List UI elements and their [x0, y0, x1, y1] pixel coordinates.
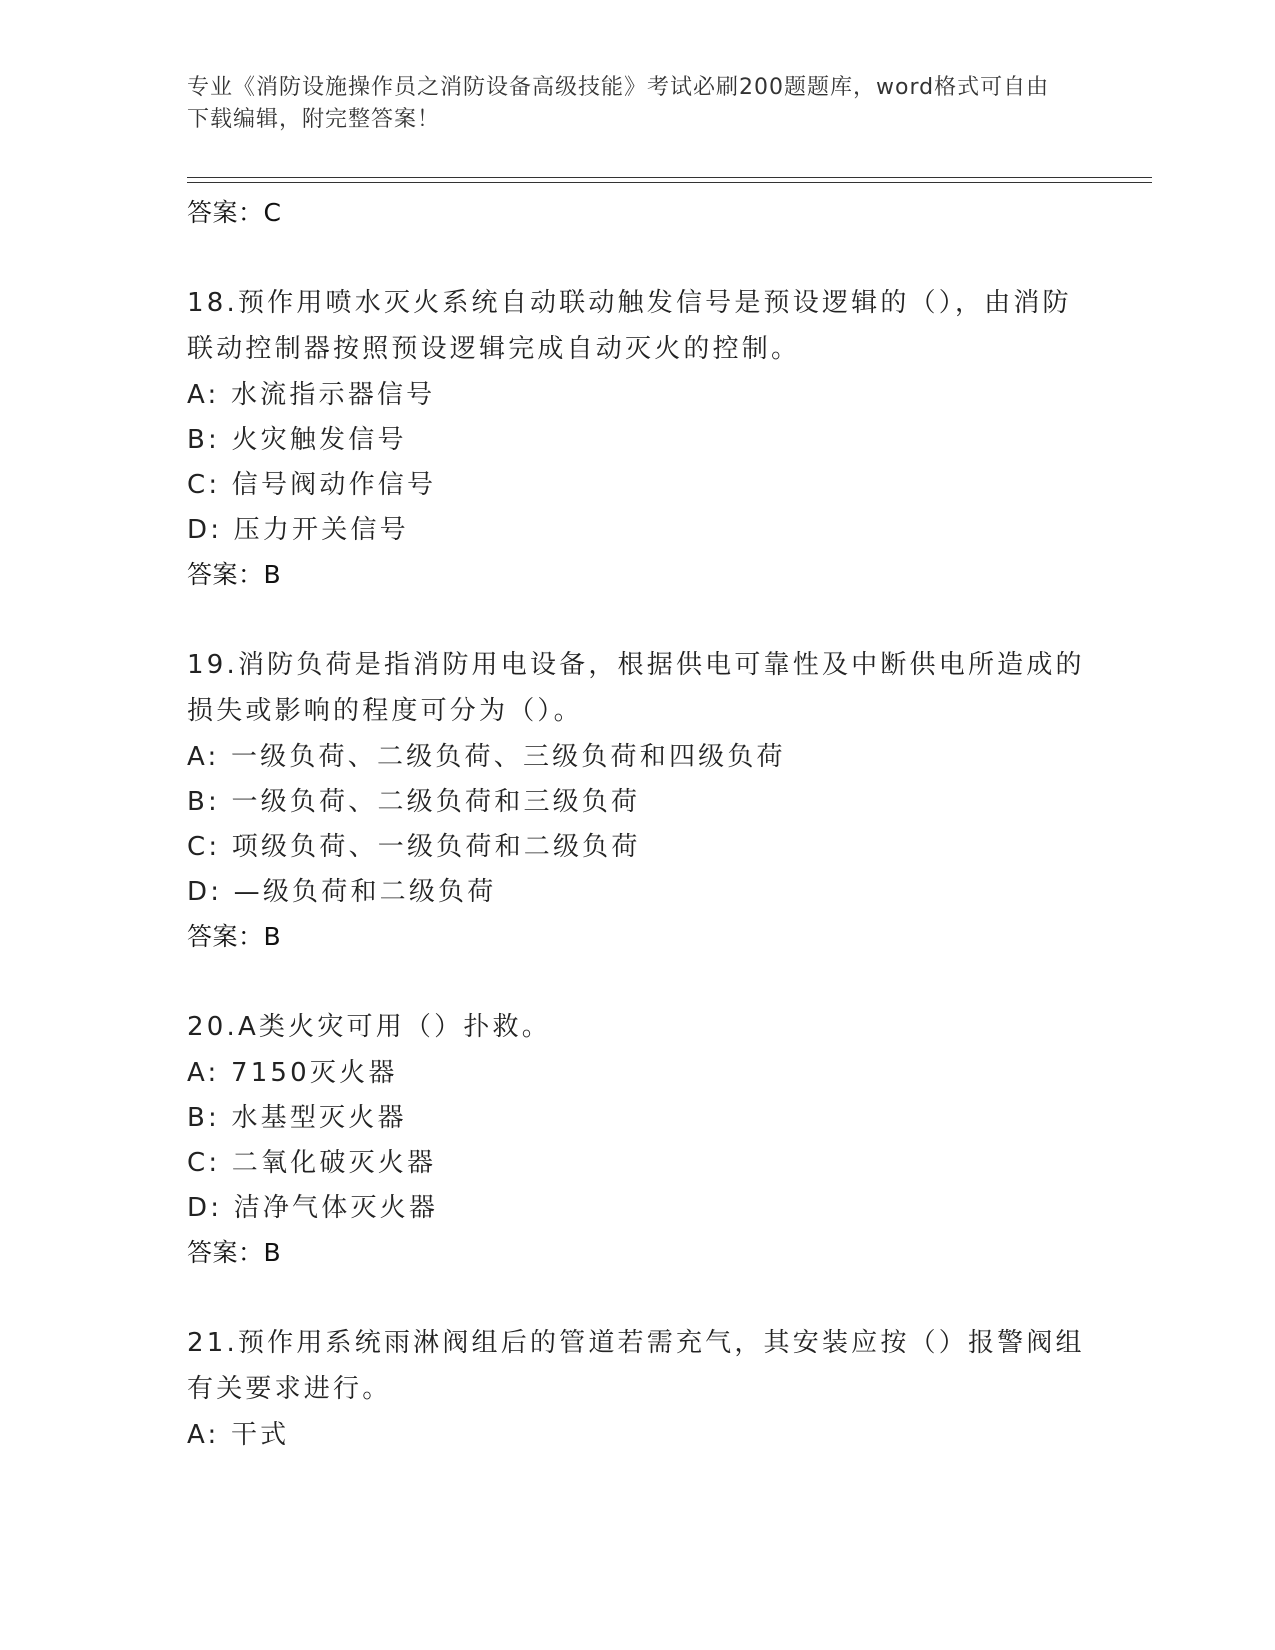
option-a: A: 一级负荷、二级负荷、三级负荷和四级负荷	[187, 742, 786, 772]
question-list	[187, 186, 1087, 1457]
option-b: B: 水基型灭火器	[187, 1103, 407, 1133]
answer-line: 答案：B	[187, 560, 282, 589]
option-a: A: 水流指示器信号	[187, 380, 436, 410]
option-a: A: 7150灭火器	[187, 1058, 398, 1088]
question-20	[187, 1004, 1087, 1276]
question-text: 18.预作用喷水灭火系统自动联动触发信号是预设逻辑的（），由消防联动控制器按照预设逻辑完成自动灭火的控制。	[187, 288, 1072, 364]
option-c: C: 信号阀动作信号	[187, 470, 437, 500]
option-d: D: 洁净气体灭火器	[187, 1193, 439, 1223]
header-divider-bottom	[187, 182, 1152, 183]
option-a: A: 干式	[187, 1420, 290, 1450]
answer-line: 答案：B	[187, 1238, 282, 1267]
question-18	[187, 280, 1087, 598]
document-header: 专业《消防设施操作员之消防设备高级技能》考试必刷200题题库，word格式可自由下载编辑，附完整答案！	[187, 75, 1050, 132]
option-c: C: 项级负荷、一级负荷和二级负荷	[187, 832, 641, 862]
answer-line: 答案：C	[187, 198, 282, 227]
option-d: D: 压力开关信号	[187, 515, 409, 545]
question-text: 21.预作用系统雨淋阀组后的管道若需充气，其安装应按（）报警阀组有关要求进行。	[187, 1328, 1085, 1404]
option-d: D: —级负荷和二级负荷	[187, 877, 497, 907]
question-21	[187, 1320, 1087, 1457]
option-b: B: 火灾触发信号	[187, 425, 407, 455]
answer-line: 答案：B	[187, 922, 282, 951]
question-text: 19.消防负荷是指消防用电设备，根据供电可靠性及中断供电所造成的损失或影响的程度可分为（）。	[187, 650, 1085, 726]
header-divider-top	[187, 177, 1152, 178]
question-text: 20.A类火灾可用（）扑救。	[187, 1012, 551, 1042]
option-b: B: 一级负荷、二级负荷和三级负荷	[187, 787, 641, 817]
question-19	[187, 642, 1087, 960]
option-c: C: 二氧化破灭火器	[187, 1148, 437, 1178]
